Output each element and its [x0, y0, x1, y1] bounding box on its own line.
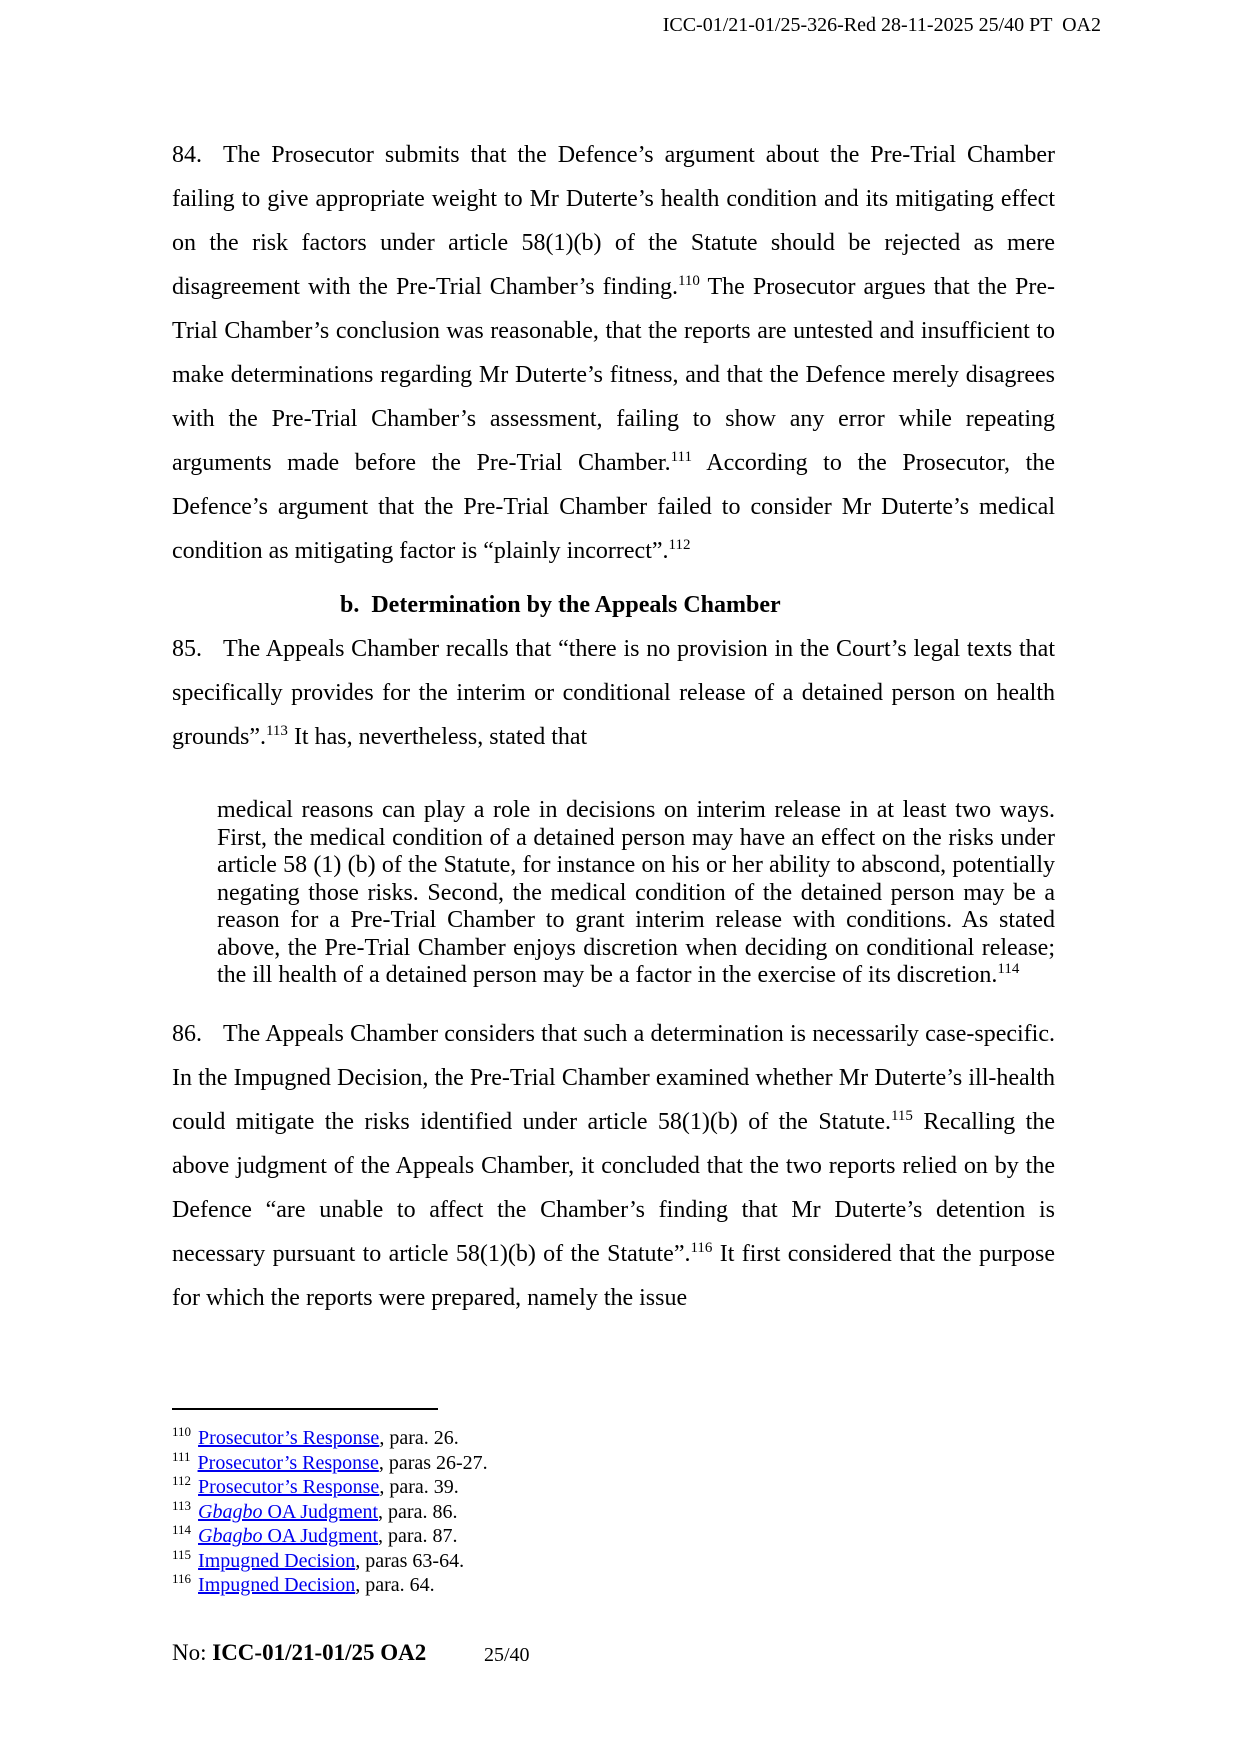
text-run: medical reasons can play a role in decisions on interim release in at least two ways. First, the medical condition of a detained person may have an effect on the risks under article 58 (1) (b) of the Statute, for instance on his or her ability to abscond, potentially negating those risks. Second, the medical condition of the detained person may be a reason for a Pre-Trial Chamber to grant interim release with conditions. As stated above, the Pre-Trial Chamber enjoys discretion when deciding on conditional release; the ill health of a detained person may be a factor in the exercise of its discretion. [217, 797, 1055, 988]
footnote-separator [172, 1408, 438, 1410]
document-body [172, 133, 1055, 1320]
footnote-115-text [198, 1550, 464, 1572]
footnote-113 [172, 1497, 1055, 1525]
footnote-113-number: 113 [172, 1497, 192, 1513]
footnote-link[interactable]: Gbagbo [198, 1500, 263, 1523]
section-heading-text [340, 592, 781, 618]
paragraph-84-text [172, 142, 1055, 564]
footnote-116-text [198, 1574, 435, 1596]
footer-case-number: ICC-01/21-01/25 OA2 [212, 1640, 427, 1665]
footnote-link[interactable]: Prosecutor’s Response [197, 1451, 379, 1474]
footnote-112-text [198, 1476, 459, 1498]
paragraph-86-text [172, 1021, 1055, 1311]
footnote-ref: 116 [690, 1239, 713, 1256]
text-run: The Prosecutor submits that the Defence’s argument about the Pre-Trial Chamber failing to give appropriate weight to Mr Duterte’s health condition and its mitigating effect on the risk factors under article 58(1)(b) of the Statute should be rejected as mere disagreement with the Pre-Trial Chamber’s finding. [172, 142, 1055, 300]
paragraph-84-number: 84. [172, 142, 202, 168]
footer-no-label: No: [172, 1640, 213, 1665]
footnote-110-number: 110 [172, 1424, 192, 1440]
footer-case-reference [172, 1640, 426, 1666]
footnote-111-text [198, 1452, 488, 1474]
paragraph-85 [172, 627, 1055, 759]
footnote-ref: 110 [677, 273, 700, 289]
footnote-112-number: 112 [172, 1473, 192, 1489]
footnote-114-text [198, 1525, 457, 1547]
text-run: b. Determination by the Appeals Chamber [340, 592, 781, 618]
footnote-112 [172, 1475, 1055, 1500]
footnote-114 [172, 1524, 1055, 1549]
footer-page-number: 25/40 [484, 1644, 530, 1666]
text-run: , para. 87. [378, 1525, 458, 1547]
footnote-114-number: 114 [172, 1522, 192, 1538]
text-run: It has, nevertheless, stated that [287, 724, 588, 750]
footnote-ref: 115 [890, 1107, 913, 1124]
footnote-111-number: 111 [172, 1448, 191, 1464]
text-run: It first considered that the purpose for which the reports were prepared, namely the issue [172, 1240, 1055, 1311]
text-run: , para. 64. [355, 1574, 435, 1596]
paragraph-86 [172, 1012, 1055, 1320]
paragraph-84 [172, 133, 1055, 573]
footnote-113-text [198, 1501, 457, 1523]
header-doc-reference: ICC-01/21-01/25-326-Red 28-11-2025 25/40 PT OA2 [662, 14, 1101, 36]
paragraph-86-number: 86. [172, 1020, 202, 1047]
footnote-link[interactable]: Impugned Decision [198, 1574, 356, 1596]
text-run: , paras 63-64. [355, 1549, 465, 1572]
footnote-115 [172, 1546, 1055, 1574]
text-run: The Prosecutor argues that the Pre-Trial Chamber’s conclusion was reasonable, that the reports are untested and insufficient to make determinations regarding Mr Duterte’s fitness, and that the Defence merely disagrees with the Pre-Trial Chamber’s assessment, failing to show any error while repeating arguments made before the Pre-Trial Chamber. [172, 274, 1055, 476]
footnote-link[interactable]: OA Judgment [262, 1500, 379, 1523]
footnote-link[interactable]: Prosecutor’s Response [198, 1476, 380, 1498]
text-run: The Appeals Chamber considers that such a determination is necessarily case-specific. In the Impugned Decision, the Pre-Trial Chamber examined whether Mr Duterte’s ill-health could mitigate the risks identified under article 58(1)(b) of the Statute. [172, 1020, 1055, 1135]
text-run: , para. 26. [379, 1427, 459, 1449]
blockquote-text [217, 797, 1055, 988]
blockquote-medical-reasons [217, 797, 1055, 990]
footnote-ref: 111 [670, 449, 692, 465]
footnote-111 [172, 1448, 1055, 1476]
footnote-ref: 112 [668, 537, 691, 553]
text-run: , paras 26-27. [378, 1451, 488, 1474]
footnotes-section [172, 1408, 1055, 1598]
text-run: , para. 86. [378, 1500, 458, 1523]
footnote-link[interactable]: Impugned Decision [198, 1549, 356, 1572]
text-run: The Appeals Chamber recalls that “there is no provision in the Court’s legal texts that specifically provides for the interim or conditional release of a detained person on health grounds”. [172, 636, 1055, 750]
footnote-ref: 113 [265, 723, 288, 739]
footnote-ref: 114 [997, 961, 1020, 977]
footnote-link[interactable]: OA Judgment [262, 1525, 379, 1547]
text-run: According to the Prosecutor, the Defence’s argument that the Pre-Trial Chamber failed to consider Mr Duterte’s medical condition as mitigating factor is “plainly incorrect”. [172, 450, 1055, 564]
footnote-110-text [198, 1427, 459, 1449]
footnote-116-number: 116 [172, 1571, 192, 1587]
paragraph-85-text [172, 636, 1055, 750]
footnote-115-number: 115 [172, 1546, 192, 1562]
paragraph-85-number: 85. [172, 636, 202, 662]
text-run: , para. 39. [379, 1476, 459, 1498]
text-run: Recalling the above judgment of the Appeals Chamber, it concluded that the two reports relied on by the Defence “are unable to affect the Chamber’s finding that Mr Duterte’s detention is necessary pursuant to article 58(1)(b) of the Statute”. [172, 1108, 1055, 1267]
section-heading-determination [172, 583, 1055, 627]
footnote-link[interactable]: Prosecutor’s Response [198, 1427, 380, 1449]
footnote-link[interactable]: Gbagbo [198, 1525, 263, 1547]
footnote-110 [172, 1426, 1055, 1451]
footnote-116 [172, 1573, 1055, 1598]
